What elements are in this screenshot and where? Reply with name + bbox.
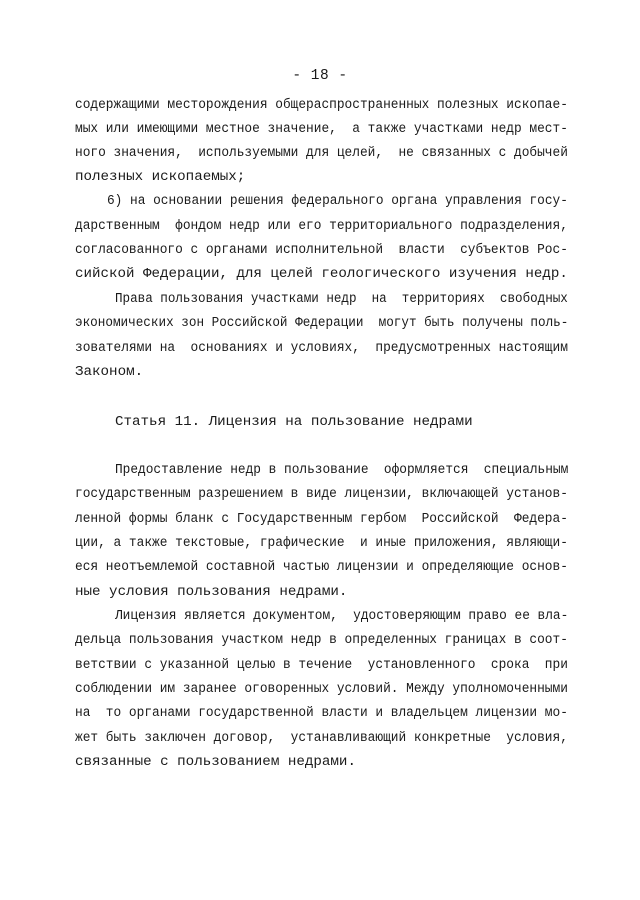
text-line: ные условия пользования недрами. (75, 584, 348, 600)
text-line: жет быть заключен договор, устанавливающий конкретные условия, (75, 730, 568, 746)
text-line: дарственным фондом недр или его территориального подразделения, (75, 218, 568, 234)
text-line: содержащими месторождения общераспространенных полезных ископае- (75, 97, 568, 113)
text-line: государственным разрешением в виде лицензии, включающей установ- (75, 486, 568, 502)
text-line: мых или имеющими местное значение, а также участками недр мест- (75, 121, 568, 137)
text-line: Лицензия является документом, удостоверяющим право ее вла- (115, 608, 569, 624)
page-number: - 18 - (292, 68, 348, 84)
text-line: соблюдении им заранее оговоренных условий. Между уполномоченными (75, 681, 568, 697)
text-line: зователями на основаниях и условиях, предусмотренных настоящим (75, 340, 568, 356)
text-line: ции, а также текстовые, графические и иные приложения, являющи- (75, 535, 568, 551)
text-line: экономических зон Российской Федерации могут быть получены поль- (75, 315, 569, 331)
text-line: Права пользования участками недр на территориях свободных (115, 291, 568, 307)
text-line: на то органами государственной власти и владельцем лицензии мо- (75, 705, 568, 721)
text-line: Законом. (75, 364, 144, 380)
text-line: ленной формы бланк с Государственным гербом Российской Федера- (75, 511, 568, 527)
text-line: еся неотъемлемой составной частью лицензии и определяющие основ- (75, 559, 568, 575)
text-line: Предоставление недр в пользование оформляется специальным (115, 462, 569, 478)
article-heading: Статья 11. Лицензия на пользование недрами (115, 414, 473, 430)
text-line: полезных ископаемых; (75, 169, 246, 185)
text-line: сийской Федерации, для целей геологического изучения недр. (75, 266, 568, 282)
text-line: связанные с пользованием недрами. (75, 754, 356, 770)
text-line: ного значения, используемыми для целей, не связанных с добычей (75, 145, 568, 161)
text-line: ветствии с указанной целью в течение установленного срока при (75, 657, 568, 673)
text-line: 6) на основании решения федерального органа управления госу- (107, 193, 568, 209)
text-line: согласованного с органами исполнительной власти субъектов Рос- (75, 242, 568, 258)
text-line: дельца пользования участком недр в определенных границах в соот- (75, 632, 568, 648)
